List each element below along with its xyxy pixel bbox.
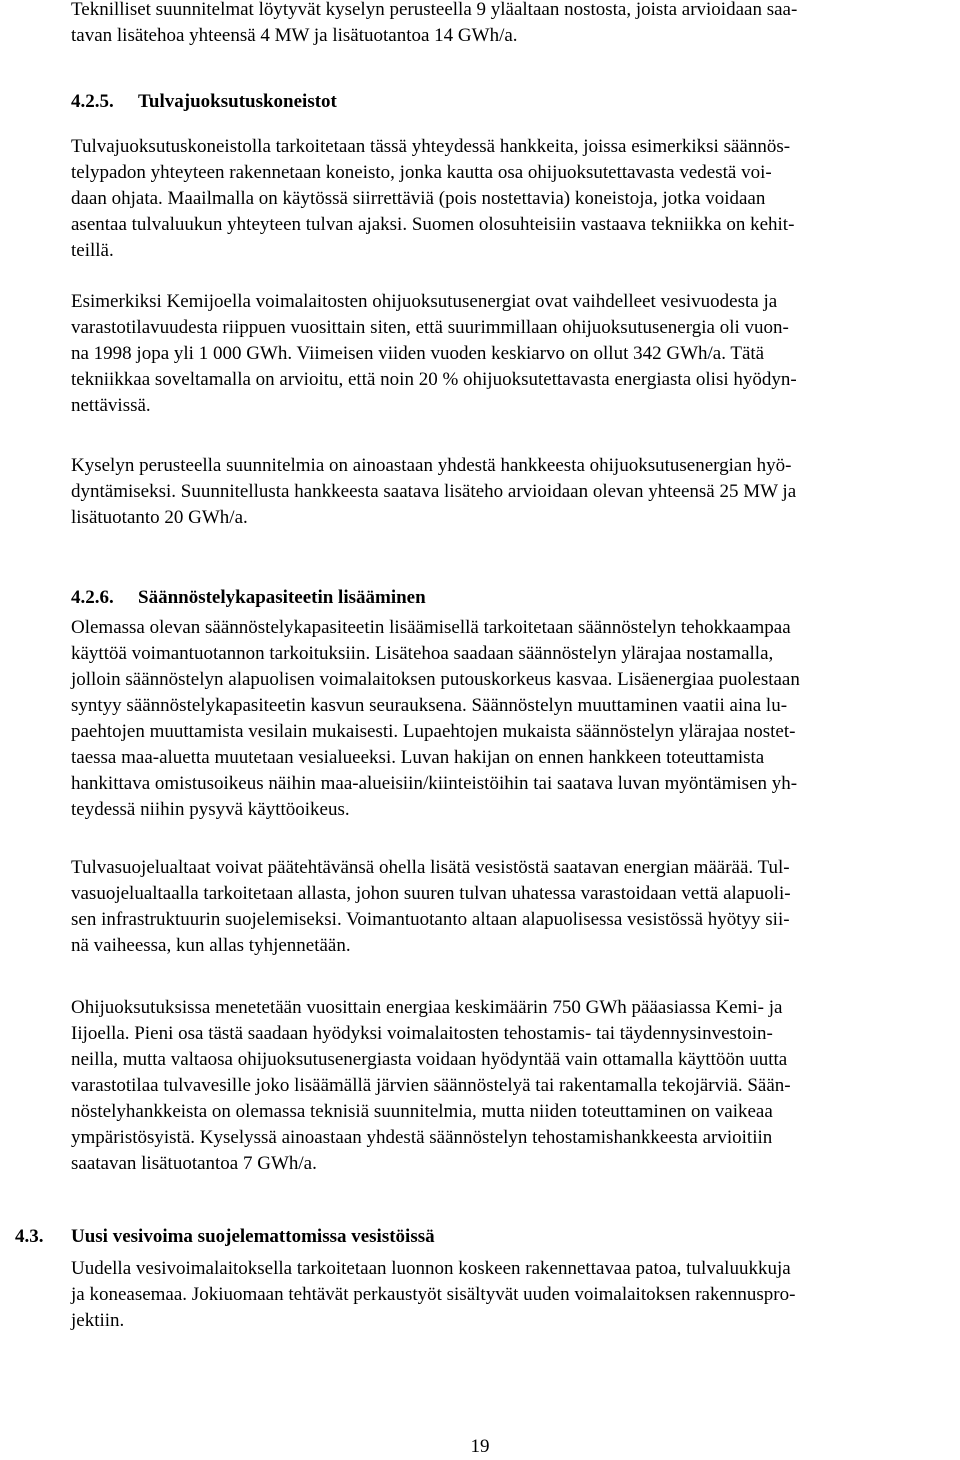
text-line: na 1998 jopa yli 1 000 GWh. Viimeisen viiden vuoden keskiarvo on ollut 342 GWh/a. Tätä — [71, 343, 765, 364]
text-line: Uudella vesivoimalaitoksella tarkoitetaan luonnon koskeen rakennettavaa patoa, tulvaluukkuja — [71, 1258, 791, 1279]
text-line: teydessä niihin pysyvä käyttöoikeus. — [71, 799, 350, 820]
text-line: Olemassa olevan säännöstelykapasiteetin lisäämisellä tarkoitetaan säännöstelyn tehokkaampaa — [71, 617, 791, 638]
section-title: Uusi vesivoima suojelemattomissa vesistöissä — [71, 1226, 435, 1247]
text-line: syntyy säännöstelykapasiteetin kasvun seurauksena. Säännöstelyn muuttaminen vaatii aina lu- — [71, 695, 788, 716]
text-line: taessa maa-aluetta muutetaan vesialueeksi. Luvan hakijan on ennen hankkeen toteuttamista — [71, 747, 765, 768]
paragraph — [71, 1256, 957, 1334]
text-line: telypadon yhteyteen rakennetaan koneisto, jonka kautta osa ohijuoksutettavasta vedestä voi- — [71, 162, 772, 183]
text-line: jektiin. — [71, 1310, 125, 1331]
section-heading-4-2-6 — [71, 585, 426, 611]
text-line: daan ohjata. Maailmalla on käytössä siirrettäviä (pois nostettavia) koneistoja, jotka voidaan — [71, 188, 766, 209]
text-line: paehtojen muuttamista vesilain mukaisesti. Lupaehtojen mukaista säännöstelyn ylärajaa nostet- — [71, 721, 796, 742]
text-line: vasuojelualtaalla tarkoitetaan allasta, johon suuren tulvan uhatessa varastoidaan vettä alapuoli- — [71, 883, 791, 904]
text-line: Teknilliset suunnitelmat löytyvät kyselyn perusteella 9 yläaltaan nostosta, joista arvioidaan saa- — [71, 0, 798, 20]
text-line: nä vaiheessa, kun allas tyhjennetään. — [71, 935, 351, 956]
section-title: Tulvajuoksutuskoneistot — [138, 91, 337, 112]
text-line: neilla, mutta valtaosa ohijuoksutusenergiasta voidaan hyödyntää vain ottamalla käyttöön uutta — [71, 1049, 788, 1070]
text-line: tavan lisätehoa yhteensä 4 MW ja lisätuotantoa 14 GWh/a. — [71, 25, 518, 46]
paragraph — [71, 289, 957, 419]
text-line: varastotilaa tulvavesille joko lisäämällä järvien säännöstelyä tai rakentamalla tekojärviä. Sään- — [71, 1075, 791, 1096]
text-line: saatavan lisätuotantoa 7 GWh/a. — [71, 1153, 317, 1174]
text-line: asentaa tulvaluukun yhteyteen tulvan ajaksi. Suomen olosuhteisiin vastaava tekniikka on kehit- — [71, 214, 795, 235]
text-line: Tulvasuojelualtaat voivat päätehtävänsä ohella lisätä vesistöstä saatavan energian määrää. Tul- — [71, 857, 790, 878]
paragraph — [71, 134, 957, 264]
text-line: lisätuotanto 20 GWh/a. — [71, 507, 248, 528]
text-line: dyntämiseksi. Suunnitellusta hankkeesta saatava lisäteho arvioidaan olevan yhteensä 25 MW ja — [71, 481, 797, 502]
text-line: Tulvajuoksutuskoneistolla tarkoitetaan tässä yhteydessä hankkeita, joissa esimerkiksi säännös- — [71, 136, 791, 157]
text-line: Esimerkiksi Kemijoella voimalaitosten ohijuoksutusenergiat ovat vaihdelleet vesivuodesta ja — [71, 291, 778, 312]
text-line: jolloin säännöstelyn alapuolisen voimalaitoksen putouskorkeus kasvaa. Lisäenergiaa puolestaan — [71, 669, 800, 690]
text-line: ja koneasemaa. Jokiuomaan tehtävät perkaustyöt sisältyvät uuden voimalaitoksen rakennuspro- — [71, 1284, 796, 1305]
text-line: Iijoella. Pieni osa tästä saadaan hyödyksi voimalaitosten tehostamis- tai täydennysinvestoin- — [71, 1023, 773, 1044]
section-number: 4.3. — [15, 1226, 44, 1247]
paragraph — [71, 855, 957, 959]
text-line: Ohijuoksutuksissa menetetään vuosittain energiaa keskimäärin 750 GWh pääasiassa Kemi- ja — [71, 997, 783, 1018]
section-heading-4-3 — [15, 1224, 435, 1250]
text-line: teillä. — [71, 240, 114, 261]
section-heading-4-2-5 — [71, 89, 337, 115]
paragraph — [71, 995, 957, 1177]
paragraph — [71, 453, 957, 531]
paragraph — [71, 615, 957, 823]
page-number: 19 — [470, 1436, 490, 1457]
text-line: tekniikkaa soveltamalla on arvioitu, että noin 20 % ohijuoksutettavasta energiasta olisi hyödyn- — [71, 369, 797, 390]
intro-paragraph — [71, 0, 957, 49]
section-number: 4.2.5. — [71, 91, 114, 112]
text-line: käyttöä voimantuotannon tarkoituksiin. Lisätehoa saadaan säännöstelyn ylärajaa nostamalla, — [71, 643, 774, 664]
text-line: Kyselyn perusteella suunnitelmia on ainoastaan yhdestä hankkeesta ohijuoksutusenergian hyö- — [71, 455, 792, 476]
text-line: sen infrastruktuurin suojelemiseksi. Voimantuotanto altaan alapuolisessa vesistössä hyötyy sii- — [71, 909, 790, 930]
text-line: ympäristösyistä. Kyselyssä ainoastaan yhdestä säännöstelyn tehostamishankkeesta arvioitiin — [71, 1127, 773, 1148]
text-line: nöstelyhankkeista on olemassa teknisiä suunnitelmia, mutta niiden toteuttaminen on vaikeaa — [71, 1101, 773, 1122]
text-line: hankittava omistusoikeus näihin maa-alueisiin/kiinteistöihin tai saatava luvan myöntämisen yh- — [71, 773, 798, 794]
section-number: 4.2.6. — [71, 587, 114, 608]
section-title: Säännöstelykapasiteetin lisääminen — [138, 587, 426, 608]
text-line: nettävissä. — [71, 395, 151, 416]
text-line: varastotilavuudesta riippuen vuosittain siten, että suurimmillaan ohijuoksutusenergia oli vuon- — [71, 317, 789, 338]
